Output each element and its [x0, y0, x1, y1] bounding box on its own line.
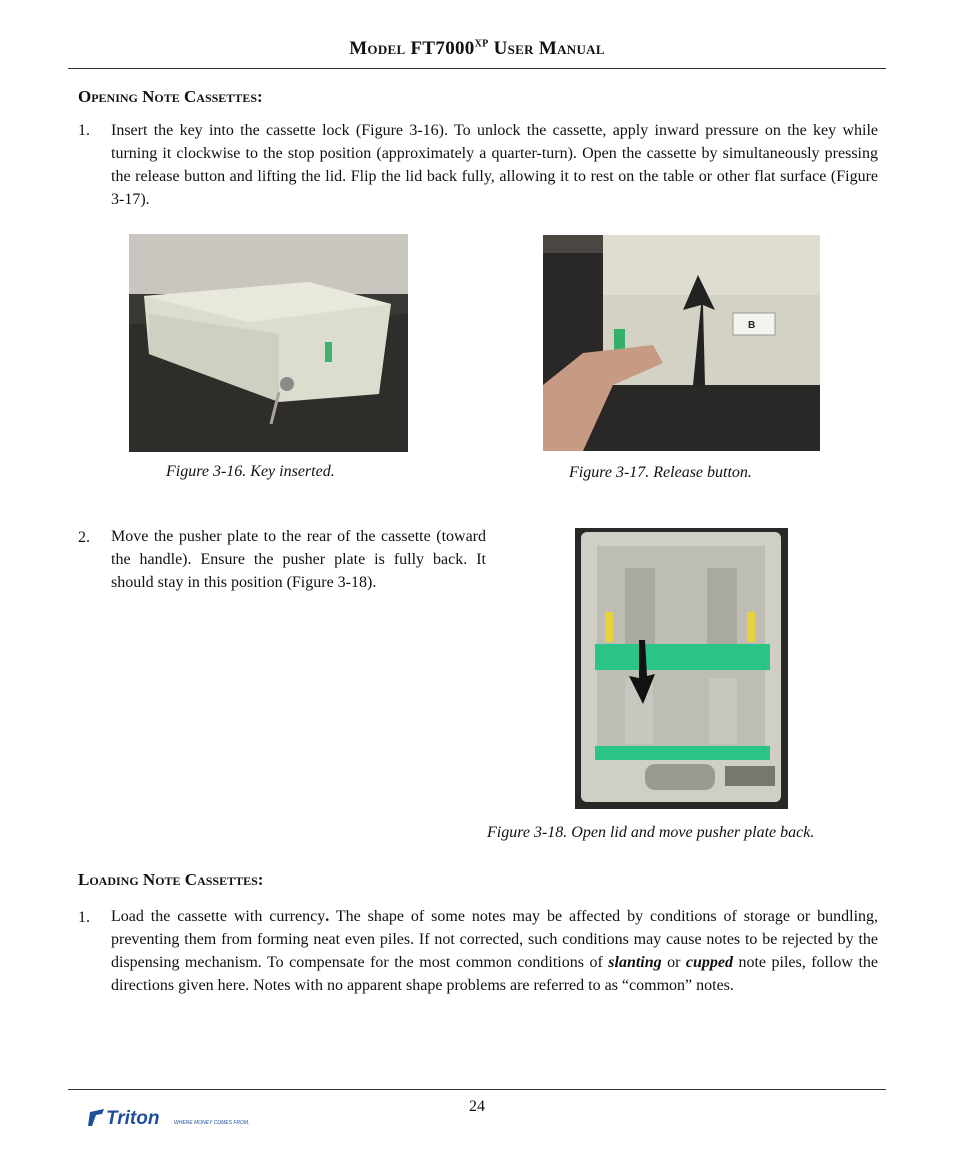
header-rule: [68, 68, 886, 69]
header-title-superscript: XP: [474, 38, 489, 50]
cassette-label-text: B: [748, 320, 756, 331]
figure-3-16-photo: [129, 234, 408, 452]
header-title-tail: User Manual: [488, 38, 605, 59]
step-number: 1.: [78, 122, 90, 139]
step-text-move-pusher: Move the pusher plate to the rear of the cassette (toward the handle). Ensure the pusher plate is fully back. It should stay in this position (Figure 3-18).: [111, 528, 486, 591]
step-body-text-a: The shape of some notes may be affected by conditions of storage or bundling, preventing them from forming neat even piles. If not corrected, such conditions may cause notes to be rejected by the dispensing mechanism. To compensate for the most common conditions of: [111, 908, 879, 971]
logo-text: Triton: [106, 1108, 160, 1129]
step-number: 2.: [78, 529, 90, 546]
header-title-main: Model FT7000: [349, 38, 475, 59]
triton-logo: [88, 1106, 253, 1130]
figure-3-18-caption: Figure 3-18. Open lid and move pusher plate back.: [487, 824, 815, 841]
logo-tagline: WHERE MONEY COMES FROM.: [174, 1120, 250, 1126]
term-cupped: cupped: [685, 954, 734, 971]
footer-rule: [68, 1089, 886, 1090]
step-lead-text: Load the cassette with currency: [111, 908, 326, 925]
step-or-text: or: [661, 954, 686, 971]
page-number: 24: [469, 1098, 485, 1115]
page-header-title: [0, 38, 954, 60]
section-heading-opening: Opening Note Cassettes:: [78, 87, 263, 106]
step-body-text-b: note piles, follow the directions given here. Notes with no apparent shape problems are referred to as “common” notes.: [111, 954, 878, 994]
figure-3-17-caption: Figure 3-17. Release button.: [569, 464, 752, 481]
term-slanting: slanting: [608, 954, 662, 971]
step-text-load-currency: [111, 905, 878, 997]
figure-3-18-photo: [575, 528, 788, 809]
step-number: 1.: [78, 909, 90, 926]
step-lead-period: .: [325, 908, 330, 925]
step-text-insert-key: Insert the key into the cassette lock (Figure 3-16). To unlock the cassette, apply inward pressure on the key while turning it clockwise to the stop position (approximately a quarter-turn). Open the cassette by simultaneously pressing the release button and lifting the lid. Flip the lid back fully, allowing it to rest on the table or other flat surface (Figure 3-17).: [111, 122, 878, 208]
figure-3-16-caption: Figure 3-16. Key inserted.: [166, 463, 335, 480]
section-heading-loading: Loading Note Cassettes:: [78, 870, 264, 889]
figure-3-17-photo: [543, 235, 820, 451]
